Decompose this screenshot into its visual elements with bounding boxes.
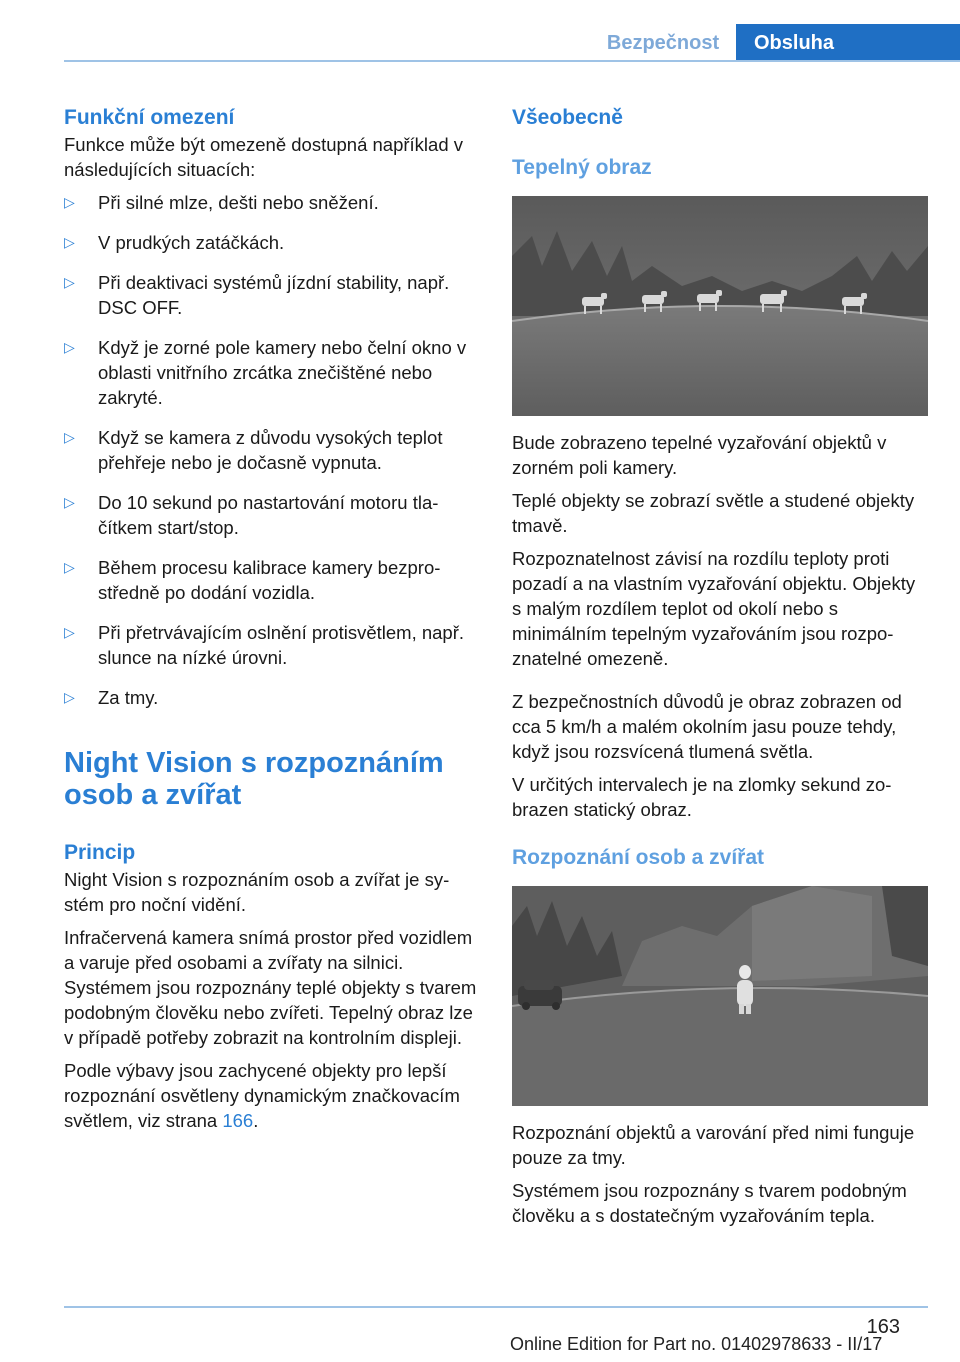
limitations-list xyxy=(64,190,478,710)
edition-footer: Online Edition for Part no. 01402978633 - II/17 xyxy=(510,1334,883,1354)
section-title-general: Všeobecně xyxy=(512,106,623,129)
list-item: ▷ Za tmy. xyxy=(64,687,159,708)
page-number: 163 xyxy=(866,1316,900,1338)
principle-paragraph-1: Night Vision s rozpoznáním osob a zvířat je systém pro noční vidění. xyxy=(64,869,450,915)
list-item: ▷ Při deaktivaci systémů jízdní stability, např. DSC OFF. xyxy=(64,272,450,318)
list-item: ▷ Do 10 sekund po nastartování motoru tlačítkem start/stop. xyxy=(64,492,439,538)
detection-paragraph-1: Rozpoznání objektů a varování před nimi funguje pouze za tmy. xyxy=(512,1122,915,1168)
principle-paragraph-3: Podle výbavy jsou zachycené objekty pro lepší rozpoznání osvětleny dynamickým značkovacím světlem, viz strana 166. xyxy=(64,1060,460,1131)
header-divider xyxy=(64,60,960,62)
triangle-bullet-icon: ▷ xyxy=(64,194,75,210)
detection-paragraph-2: Systémem jsou rozpoznány s tvarem podobným člověku a s dostatečným vyzařováním tepla. xyxy=(512,1180,907,1226)
list-item: ▷ Když se kamera z důvodu vysokých teplot přehřeje nebo je dočasně vypnuta. xyxy=(64,427,443,473)
triangle-bullet-icon: ▷ xyxy=(64,494,75,510)
section-title-thermal-image: Tepelný obraz xyxy=(512,156,652,179)
thermal-paragraph-3: Rozpoznatelnost závisí na rozdílu teploty proti pozadí a na vlastním vyzařování objektu. Objekty s malým rozdílem teplot od okolí nebo s minimálním tepelným vyzařováním jsou rozpoznatelné omezeně. xyxy=(512,548,916,669)
thermal-paragraph-5: V určitých intervalech je na zlomky sekund zobrazen statický obraz. xyxy=(512,774,892,820)
section-title-limitations: Funkční omezení xyxy=(64,106,235,129)
list-item: ▷ Během procesu kalibrace kamery bezprostředně po dodání vozidla. xyxy=(64,557,441,603)
triangle-bullet-icon: ▷ xyxy=(64,624,75,640)
triangle-bullet-icon: ▷ xyxy=(64,274,75,290)
tab-bezpecnost[interactable]: Bezpečnost xyxy=(606,32,720,54)
tab-obsluha[interactable]: Obsluha xyxy=(736,24,960,62)
triangle-bullet-icon: ▷ xyxy=(64,234,75,250)
limitations-intro: Funkce může být omezeně dostupná například v následujících situacích: xyxy=(64,134,464,180)
triangle-bullet-icon: ▷ xyxy=(64,689,75,705)
section-title-detection: Rozpoznání osob a zvířat xyxy=(512,846,765,869)
list-item: ▷ V prudkých zatáčkách. xyxy=(64,232,285,253)
footer-divider xyxy=(64,1306,928,1308)
main-title: Night Vision s rozpoznáním osob a zvířat xyxy=(64,747,444,811)
thermal-image-figure xyxy=(512,196,928,416)
triangle-bullet-icon: ▷ xyxy=(64,429,75,445)
thermal-paragraph-4: Z bezpečnostních důvodů je obraz zobrazen od cca 5 km/h a malém okolním jasu pouze tehdy, když jsou rozsvícená tlumená světla. xyxy=(512,691,902,762)
thermal-paragraph-2: Teplé objekty se zobrazí světle a studené objekty tmavě. xyxy=(512,490,915,536)
right-column xyxy=(512,104,928,1228)
left-column xyxy=(64,104,478,1133)
triangle-bullet-icon: ▷ xyxy=(64,559,75,575)
thermal-paragraph-1: Bude zobrazeno tepelné vyzařování objektů v zorném poli kamery. xyxy=(512,432,887,478)
page-link-166[interactable]: 166 xyxy=(222,1110,254,1131)
list-item: ▷ Když je zorné pole kamery nebo čelní okno v oblasti vnitřního zrcátka znečištěné nebo zakryté. xyxy=(64,337,467,408)
triangle-bullet-icon: ▷ xyxy=(64,339,75,355)
detection-image-figure xyxy=(512,886,928,1106)
list-item: ▷ Při silné mlze, dešti nebo sněžení. xyxy=(64,192,379,213)
list-item: ▷ Při přetrvávajícím oslnění protisvětlem, např. slunce na nízké úrovni. xyxy=(64,622,465,668)
section-title-principle: Princip xyxy=(64,841,136,864)
principle-paragraph-2: Infračervená kamera snímá prostor před vozidlem a varuje před osobami a zvířaty na silnici. Systémem jsou rozpoznány teplé objekty s tvarem podobným člověku nebo zvířeti. Tepelný obraz lze v případě potřeby zobrazit na kontrolním displeji. xyxy=(64,927,477,1048)
